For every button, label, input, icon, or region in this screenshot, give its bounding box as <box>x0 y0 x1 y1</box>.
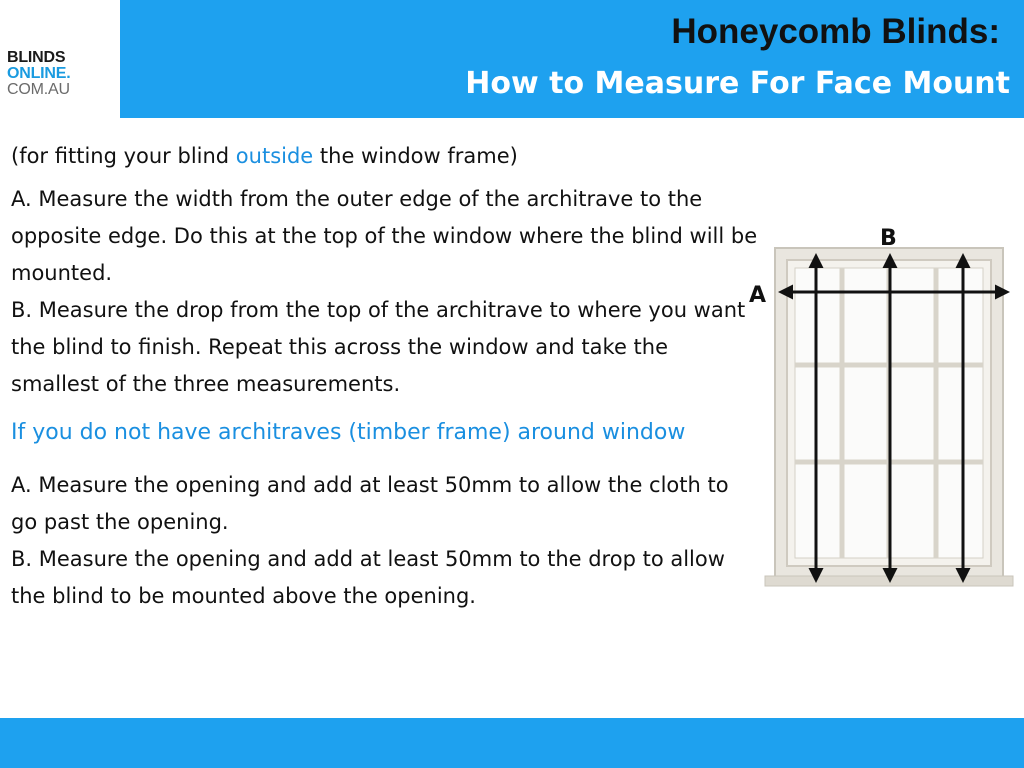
label-a: A <box>749 283 767 308</box>
intro-before: (for fitting your blind <box>11 144 236 168</box>
step-b-drop: B. Measure the drop from the top of the architrave to where you want the blind to finish. Repeat this across the window and take the smallest of the three measurements. <box>11 298 746 396</box>
page-title: Honeycomb Blinds: <box>671 12 1000 51</box>
logo-line-3: COM.AU <box>7 81 70 98</box>
logo-line-1: BLINDS <box>7 49 66 66</box>
header-bar <box>120 0 1024 118</box>
logo-line-2: ONLINE. <box>7 65 71 82</box>
instructions <box>11 138 761 615</box>
step-a-opening: A. Measure the opening and add at least 50mm to allow the cloth to go past the opening. <box>11 473 729 534</box>
logo-area <box>0 0 120 118</box>
step-a-width: A. Measure the width from the outer edge of the architrave to the opposite edge. Do this at the top of the window where the blind will be mounted. <box>11 187 758 285</box>
footer-bar <box>0 718 1024 768</box>
intro-after: the window frame) <box>313 144 518 168</box>
page-subtitle: How to Measure For Face Mount <box>465 66 1010 101</box>
label-b: B <box>880 226 897 251</box>
intro-highlight: outside <box>235 144 314 168</box>
no-architrave-heading: If you do not have architraves (timber frame) around window <box>11 420 686 445</box>
brand-logo <box>7 50 71 98</box>
step-b-opening: B. Measure the opening and add at least 50mm to the drop to allow the blind to be mounted above the opening. <box>11 547 725 608</box>
intro-line <box>11 138 761 175</box>
window-diagram <box>745 220 1020 600</box>
